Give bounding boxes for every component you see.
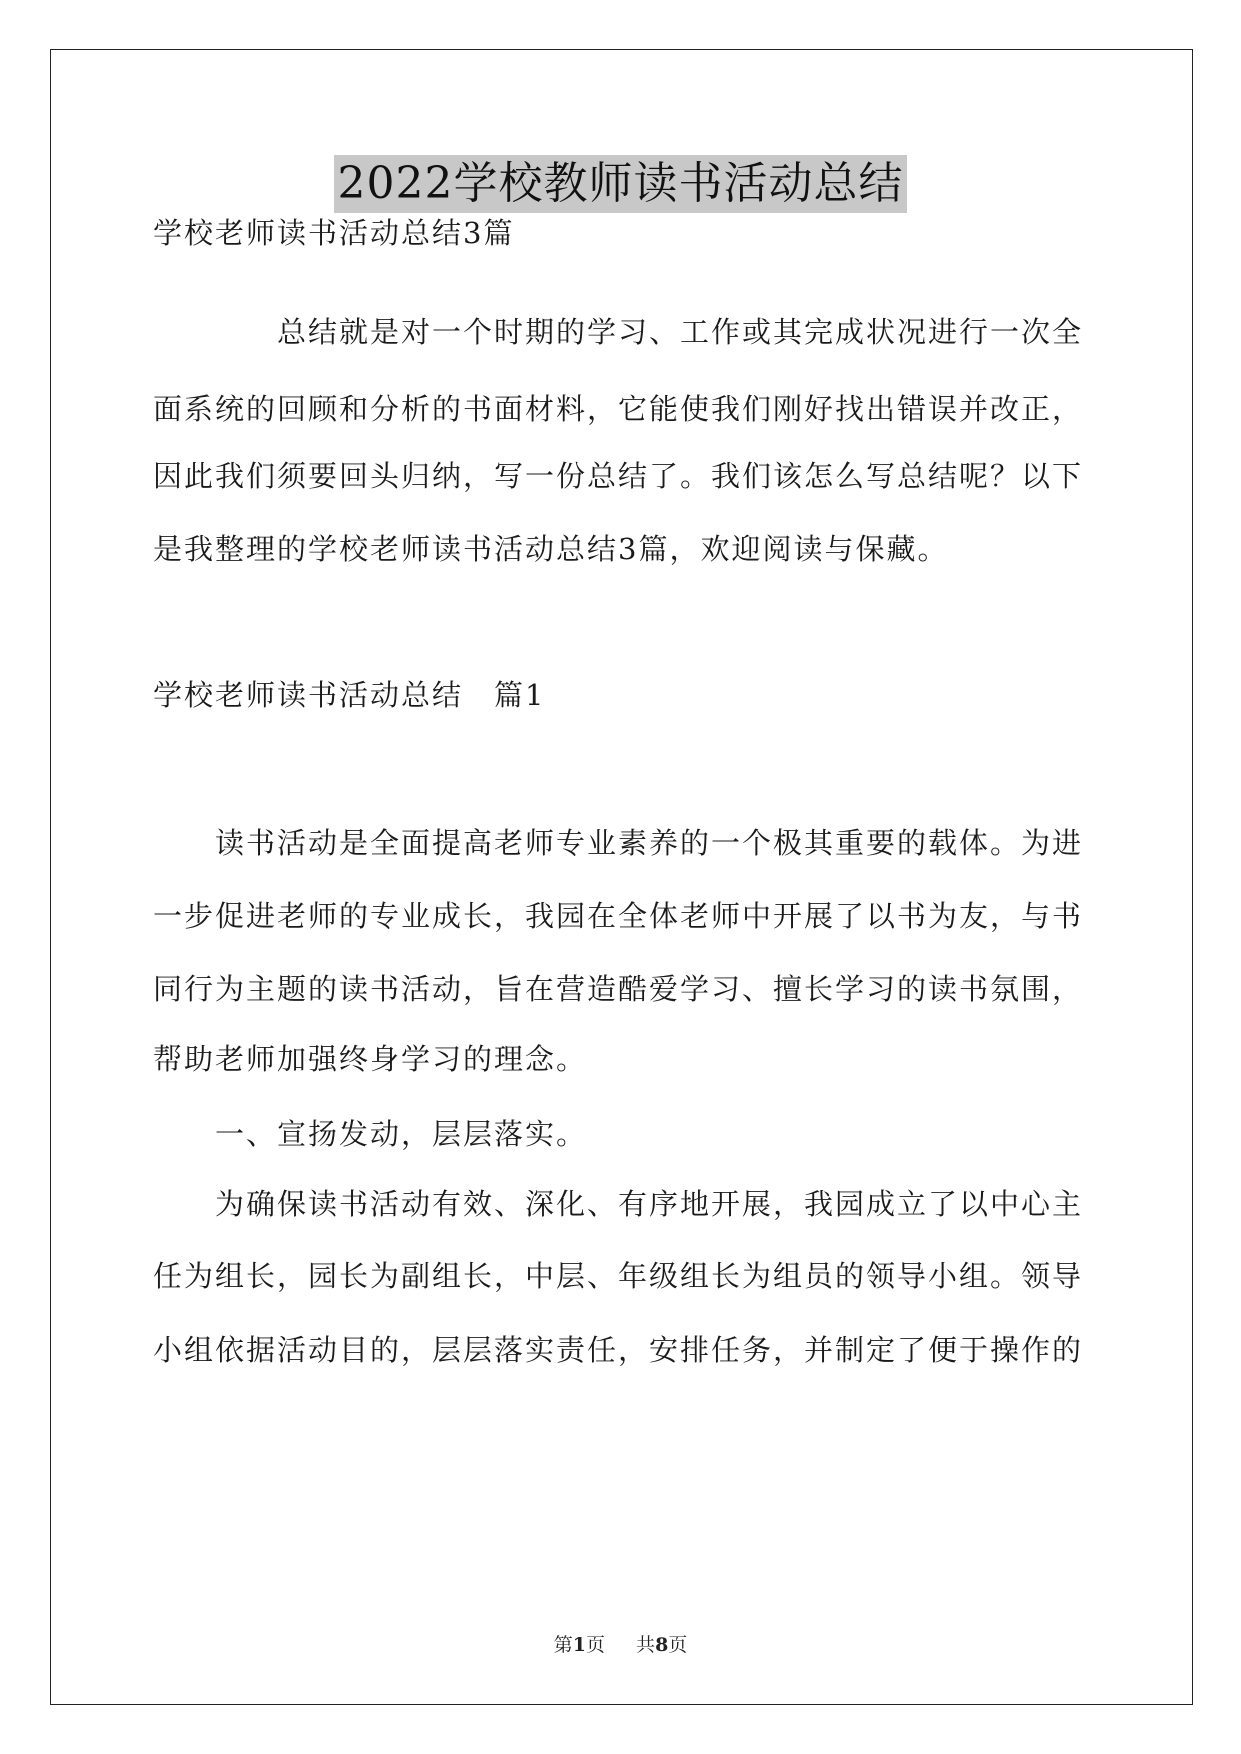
subtitle: 学校老师读书活动总结3篇 — [153, 216, 515, 250]
body-line-6: 为确保读书活动有效、深化、有序地开展，我园成立了以中心主 — [153, 1187, 1084, 1221]
body-line-4: 帮助老师加强终身学习的理念。 — [153, 1042, 588, 1076]
page-footer — [0, 1630, 1241, 1657]
page-border — [50, 49, 1193, 1705]
body-line-5: 一、宣扬发动，层层落实。 — [153, 1117, 588, 1151]
intro-line-1: 总结就是对一个时期的学习、工作或其完成状况进行一次全 — [153, 315, 1084, 349]
page-prefix: 第 — [553, 1634, 573, 1656]
document-title: 2022学校教师读书活动总结 — [334, 155, 908, 213]
page-number: 1 — [572, 1634, 586, 1656]
body-line-7: 任为组长，园长为副组长，中层、年级组长为组员的领导小组。领导 — [153, 1259, 1084, 1293]
title-container — [0, 155, 1241, 213]
intro-line-2: 面系统的回顾和分析的书面材料，它能使我们刚好找出错误并改正， — [153, 392, 1084, 426]
body-line-8: 小组依据活动目的，层层落实责任，安排任务，并制定了便于操作的 — [153, 1333, 1084, 1367]
intro-line-3: 因此我们须要回头归纳，写一份总结了。我们该怎么写总结呢？以下 — [153, 459, 1084, 493]
total-suffix: 页 — [668, 1634, 688, 1656]
body-line-1: 读书活动是全面提高老师专业素养的一个极其重要的载体。为进 — [153, 826, 1084, 860]
body-line-3: 同行为主题的读书活动，旨在营造酷爱学习、擅长学习的读书氛围， — [153, 972, 1084, 1006]
section-heading: 学校老师读书活动总结 篇1 — [153, 678, 546, 712]
intro-line-4: 是我整理的学校老师读书活动总结3篇，欢迎阅读与保藏。 — [153, 532, 949, 566]
total-pages: 8 — [655, 1634, 669, 1656]
body-line-2: 一步促进老师的专业成长，我园在全体老师中开展了以书为友，与书 — [153, 899, 1084, 933]
page-suffix: 页 — [585, 1634, 605, 1656]
total-prefix: 共 — [636, 1634, 656, 1656]
